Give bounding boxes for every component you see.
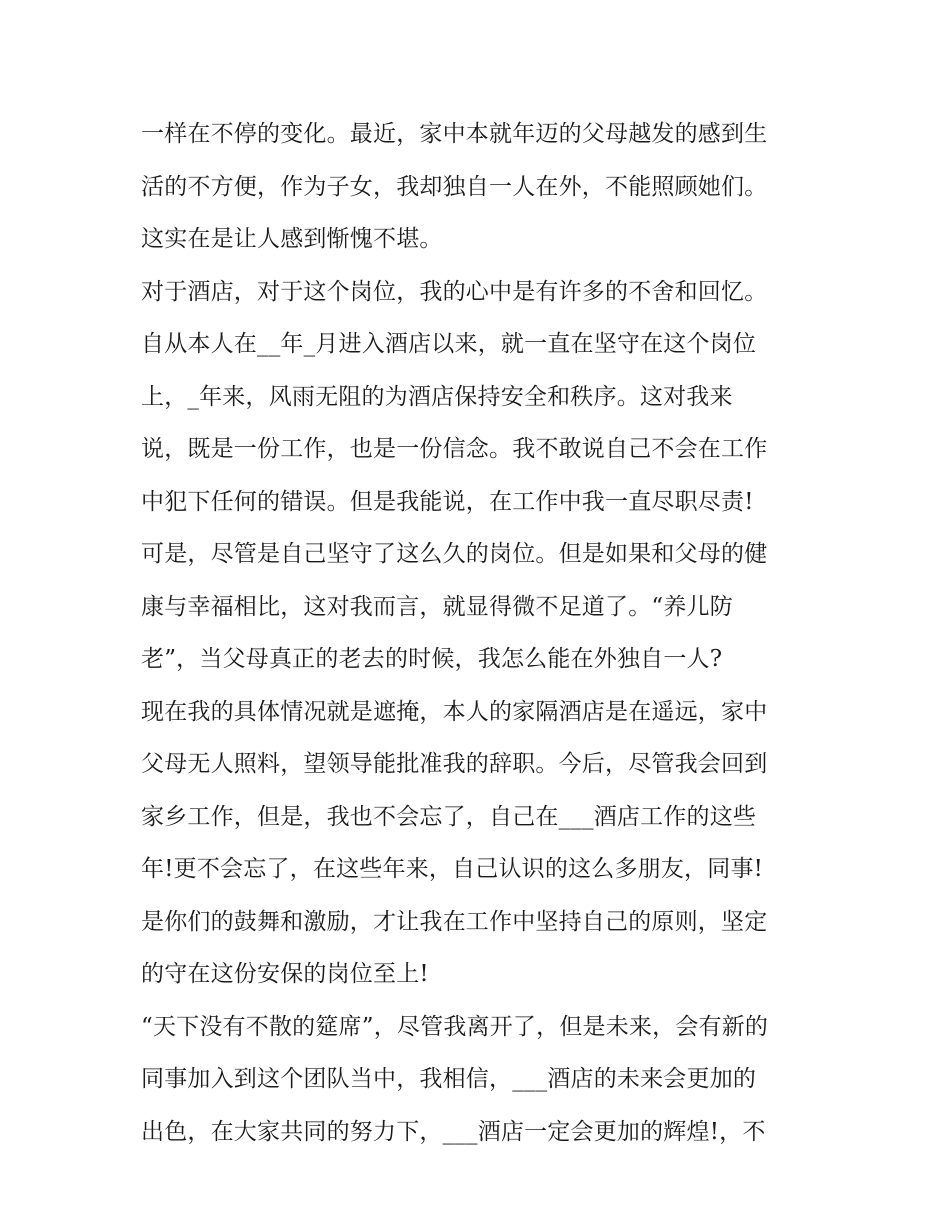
text-line: 同事加入到这个团队当中，我相信，___酒店的未来会更加的 xyxy=(141,1066,757,1092)
text-line: 年!更不会忘了，在这些年来，自己认识的这么多朋友，同事! xyxy=(141,856,764,882)
text-line: 出色，在大家共同的努力下，___酒店一定会更加的辉煌!，不 xyxy=(141,1118,766,1145)
text-line: 中犯下任何的错误。但是我能说，在工作中我一直尽职尽责! xyxy=(141,488,754,515)
text-line: 老”，当父母真正的老去的时候，我怎么能在外独自一人? xyxy=(141,646,723,672)
text-line: 可是，尽管是自己坚守了这么久的岗位。但是如果和父母的健 xyxy=(141,541,768,567)
text-line: 一样在不停的变化。最近，家中本就年迈的父母越发的感到生 xyxy=(141,121,768,147)
text-line: 父母无人照料，望领导能批准我的辞职。今后，尽管我会回到 xyxy=(141,751,768,777)
text-line: 家乡工作，但是，我也不会忘了，自己在___酒店工作的这些 xyxy=(141,803,757,830)
text-line: 上，_年来，风雨无阻的为酒店保持安全和秩序。这对我来 xyxy=(141,383,733,410)
text-line: 的守在这份安保的岗位至上! xyxy=(141,961,429,987)
text-line: 现在我的具体情况就是遮掩，本人的家隔酒店是在遥远，家中 xyxy=(141,698,768,725)
text-line: 是你们的鼓舞和激励，才让我在工作中坚持自己的原则，坚定 xyxy=(141,908,768,935)
text-line: 康与幸福相比，这对我而言，就显得微不足道了。“养儿防 xyxy=(141,593,733,620)
text-line: “天下没有不散的筵席”，尽管我离开了，但是未来，会有新的 xyxy=(141,1013,769,1040)
text-line: 活的不方便，作为子女，我却独自一人在外，不能照顾她们。 xyxy=(141,173,768,200)
document-body xyxy=(141,108,821,1158)
text-line: 这实在是让人感到惭愧不堪。 xyxy=(141,226,443,252)
text-line: 自从本人在__年_月进入酒店以来，就一直在坚守在这个岗位 xyxy=(141,331,757,357)
text-line: 对于酒店，对于这个岗位，我的心中是有许多的不舍和回忆。 xyxy=(141,278,768,305)
text-line: 说，既是一份工作，也是一份信念。我不敢说自己不会在工作 xyxy=(141,436,768,462)
